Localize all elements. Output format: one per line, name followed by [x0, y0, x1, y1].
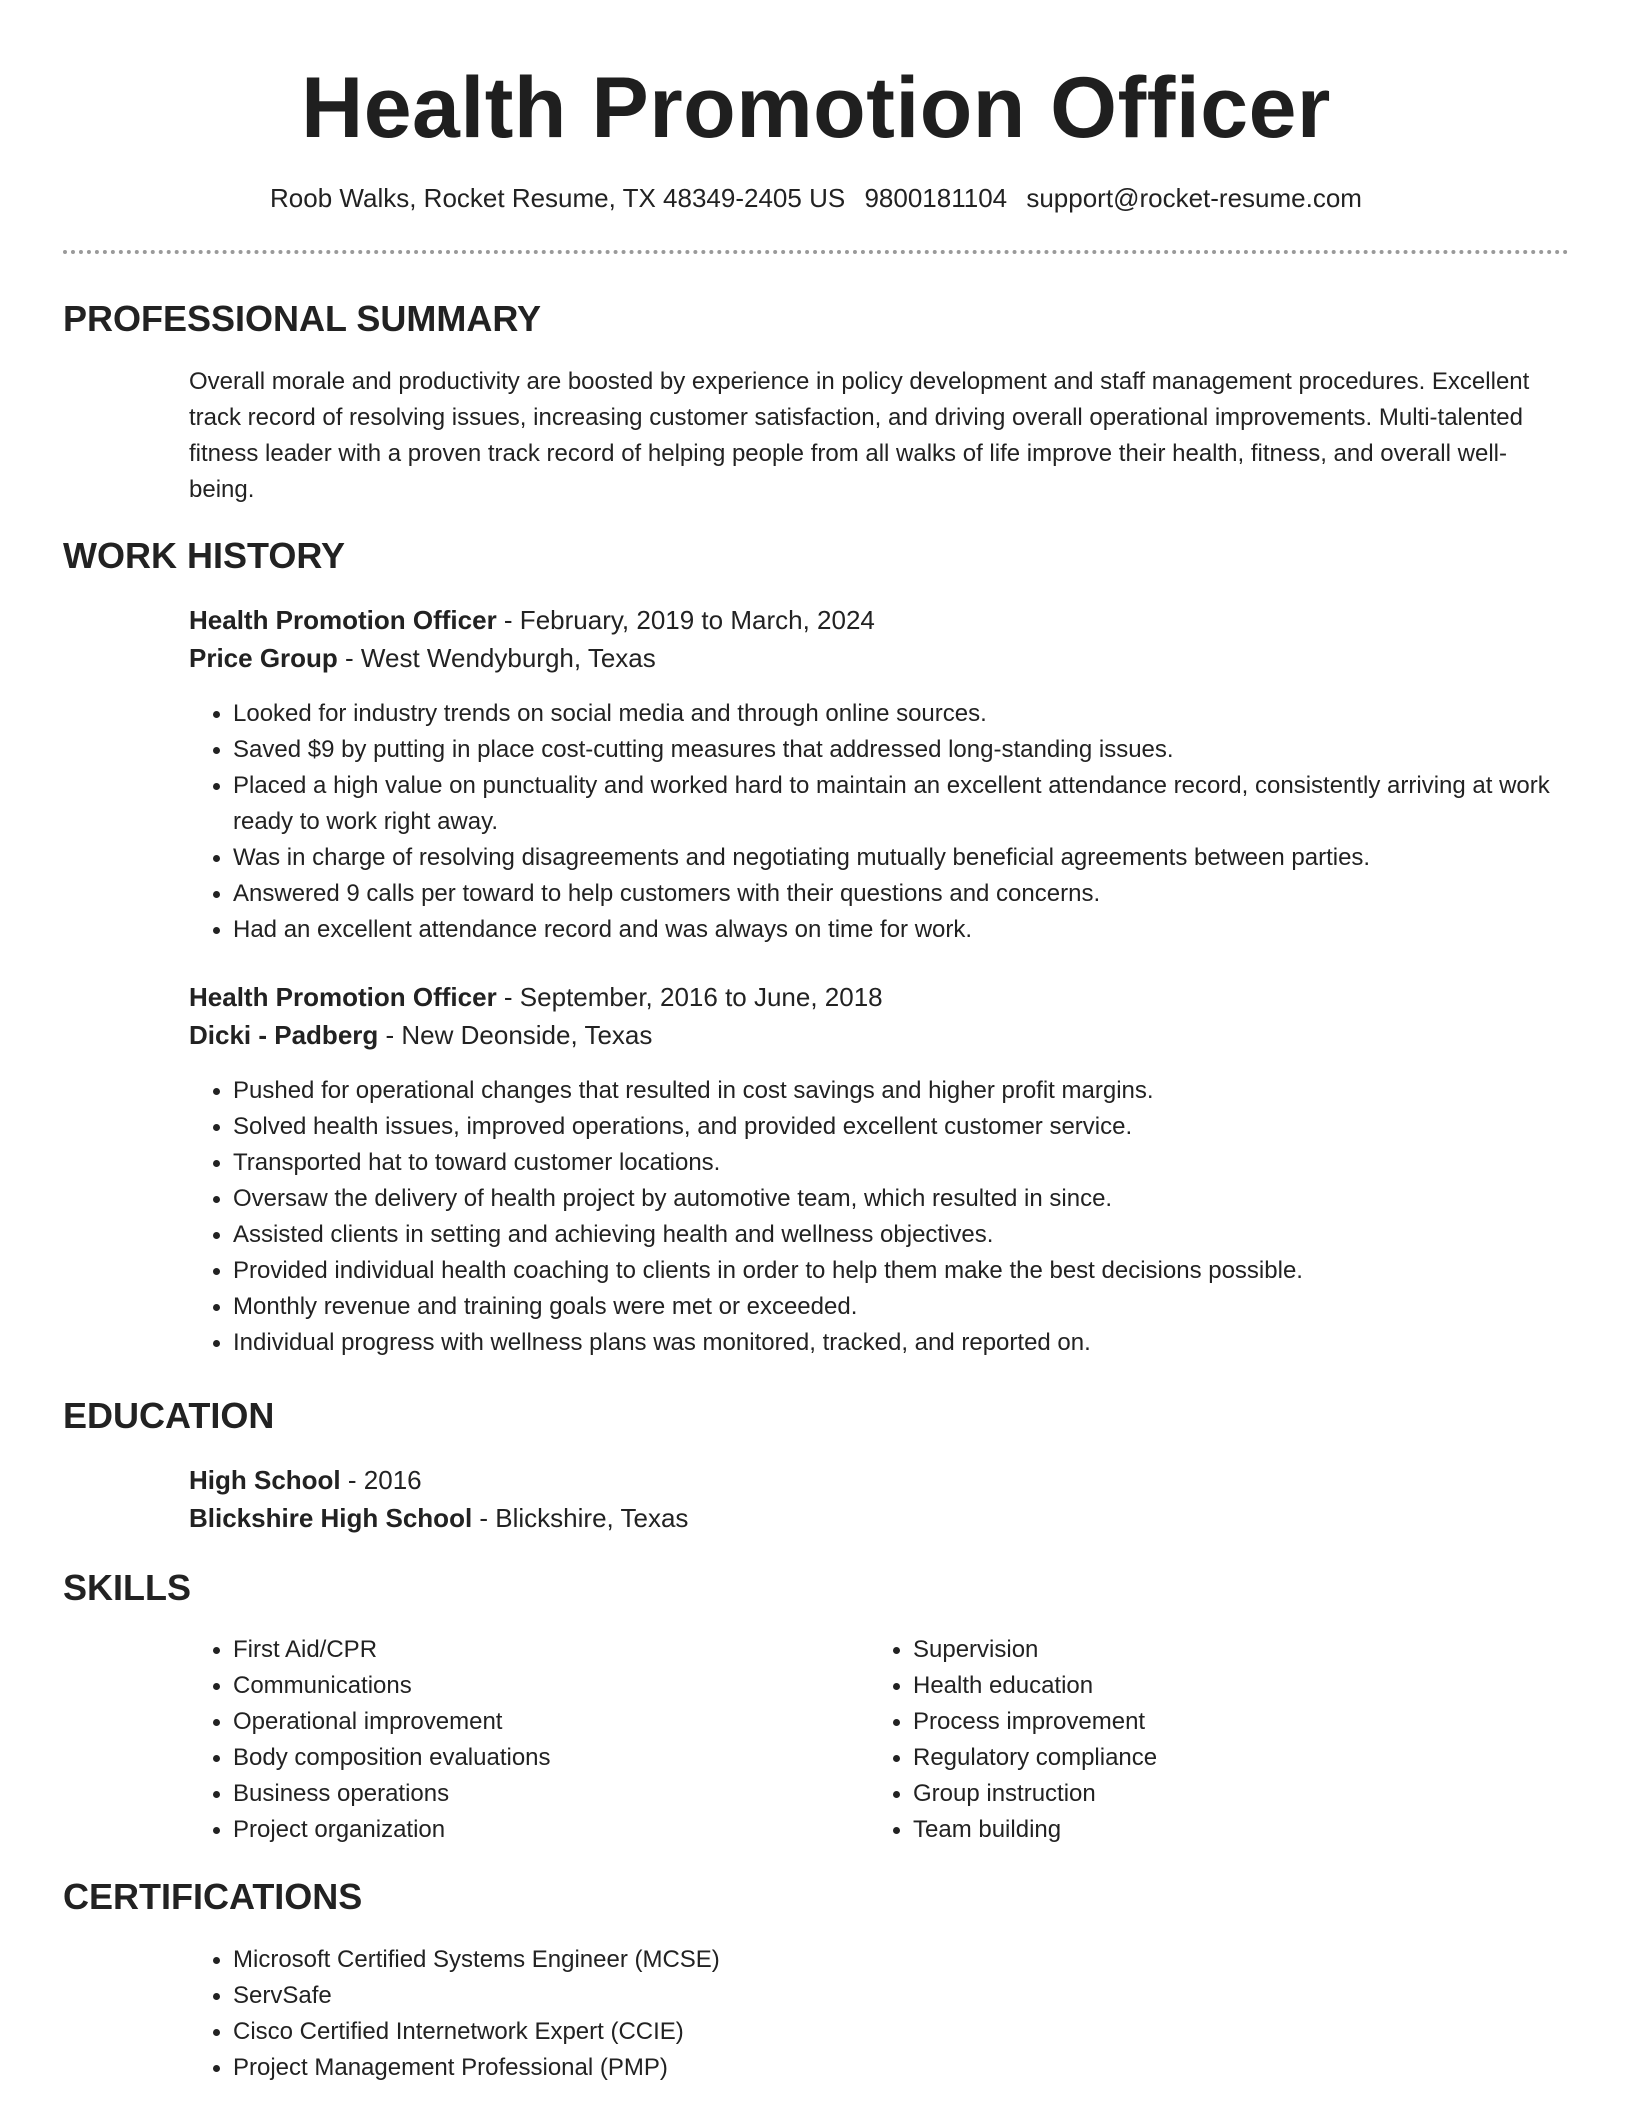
- skill-item: • Group instruction: [913, 1776, 1533, 1812]
- summary-text: Overall morale and productivity are boosted by experience in policy development and staff management procedures. Excellent track record of resolving issues, increasing customer satisfaction, and driving overall operational improvements. Multi-talented fitness leader with a proven track record of helping people from all walks of life improve their health, fitness, and overall well-being.: [189, 368, 1530, 503]
- job-1-company-line: [189, 639, 656, 677]
- certification-item: • Project Management Professional (PMP): [233, 2050, 1603, 2086]
- job-2-location: - New Deonside, Texas: [378, 1020, 653, 1050]
- job-1-dates: - February, 2019 to March, 2024: [496, 605, 875, 635]
- education-degree-line: [189, 1461, 422, 1499]
- skill-item: • Process improvement: [913, 1704, 1533, 1740]
- job-2-bullet: • Monthly revenue and training goals were met or exceeded.: [233, 1289, 1603, 1325]
- job-1-company: Price Group: [189, 643, 338, 673]
- job-1-location: - West Wendyburgh, Texas: [337, 643, 656, 673]
- skill-item: • Regulatory compliance: [913, 1740, 1533, 1776]
- job-1-bullet: • Had an excellent attendance record and was always on time for work.: [233, 912, 1603, 948]
- job-2-dates: - September, 2016 to June, 2018: [496, 982, 883, 1012]
- job-2-bullets: [189, 1073, 1603, 1361]
- section-title-work-history: WORK HISTORY: [63, 535, 346, 576]
- skill-item: • Operational improvement: [233, 1704, 853, 1740]
- skill-item: • Health education: [913, 1668, 1533, 1704]
- job-1-bullet: • Looked for industry trends on social media and through online sources.: [233, 696, 1603, 732]
- contact-phone: 9800181104: [864, 183, 1008, 213]
- skill-item: • Supervision: [913, 1632, 1533, 1668]
- job-1-title-line: [189, 601, 875, 639]
- education-degree: High School: [189, 1465, 341, 1495]
- job-2-title-line: [189, 978, 883, 1016]
- job-1-bullet: • Placed a high value on punctuality and worked hard to maintain an excellent attendance record, consistently arriving at work ready to work right away.: [233, 768, 1603, 840]
- certifications-list: [189, 1942, 1603, 2086]
- contact-address: Roob Walks, Rocket Resume, TX 48349-2405 US: [270, 183, 846, 213]
- job-1-role: Health Promotion Officer: [189, 605, 497, 635]
- section-title-skills: SKILLS: [63, 1567, 192, 1608]
- skill-item: • Business operations: [233, 1776, 853, 1812]
- skill-item: • Communications: [233, 1668, 853, 1704]
- education-year: - 2016: [340, 1465, 422, 1495]
- certification-item: • ServSafe: [233, 1978, 1603, 2014]
- job-2-bullet: • Pushed for operational changes that resulted in cost savings and higher profit margins.: [233, 1073, 1603, 1109]
- job-1-bullet: • Answered 9 calls per toward to help customers with their questions and concerns.: [233, 876, 1603, 912]
- education-school-line: [189, 1499, 688, 1537]
- section-title-education: EDUCATION: [63, 1395, 275, 1436]
- skill-item: • Project organization: [233, 1812, 853, 1848]
- job-2-bullet: • Individual progress with wellness plans was monitored, tracked, and reported on.: [233, 1325, 1603, 1361]
- job-1-bullet: • Saved $9 by putting in place cost-cutting measures that addressed long-standing issues.: [233, 732, 1603, 768]
- education-school: Blickshire High School: [189, 1503, 473, 1533]
- job-2-bullet: • Oversaw the delivery of health project by automotive team, which resulted in since.: [233, 1181, 1603, 1217]
- education-location: - Blickshire, Texas: [472, 1503, 689, 1533]
- job-2-role: Health Promotion Officer: [189, 982, 497, 1012]
- skill-item: • First Aid/CPR: [233, 1632, 853, 1668]
- header-divider: [63, 250, 1569, 254]
- section-title-summary: PROFESSIONAL SUMMARY: [63, 298, 542, 339]
- skills-list-right: [869, 1632, 1533, 1848]
- job-2-bullet: • Transported hat to toward customer locations.: [233, 1145, 1603, 1181]
- section-title-certifications: CERTIFICATIONS: [63, 1876, 363, 1917]
- skill-item: • Body composition evaluations: [233, 1740, 853, 1776]
- job-1-bullets: [189, 696, 1603, 948]
- job-2-company: Dicki - Padberg: [189, 1020, 379, 1050]
- job-1-bullet: • Was in charge of resolving disagreements and negotiating mutually beneficial agreements between parties.: [233, 840, 1603, 876]
- job-2-company-line: [189, 1016, 652, 1054]
- job-2-bullet: • Provided individual health coaching to clients in order to help them make the best decisions possible.: [233, 1253, 1603, 1289]
- contact-line: [0, 180, 1632, 216]
- skills-list-left: [189, 1632, 853, 1848]
- contact-email: support@rocket-resume.com: [1026, 183, 1362, 213]
- resume-name: Health Promotion Officer: [301, 60, 1331, 156]
- skill-item: • Team building: [913, 1812, 1533, 1848]
- job-2-bullet: • Assisted clients in setting and achieving health and wellness objectives.: [233, 1217, 1603, 1253]
- certification-item: • Microsoft Certified Systems Engineer (MCSE): [233, 1942, 1603, 1978]
- certification-item: • Cisco Certified Internetwork Expert (CCIE): [233, 2014, 1603, 2050]
- job-2-bullet: • Solved health issues, improved operations, and provided excellent customer service.: [233, 1109, 1603, 1145]
